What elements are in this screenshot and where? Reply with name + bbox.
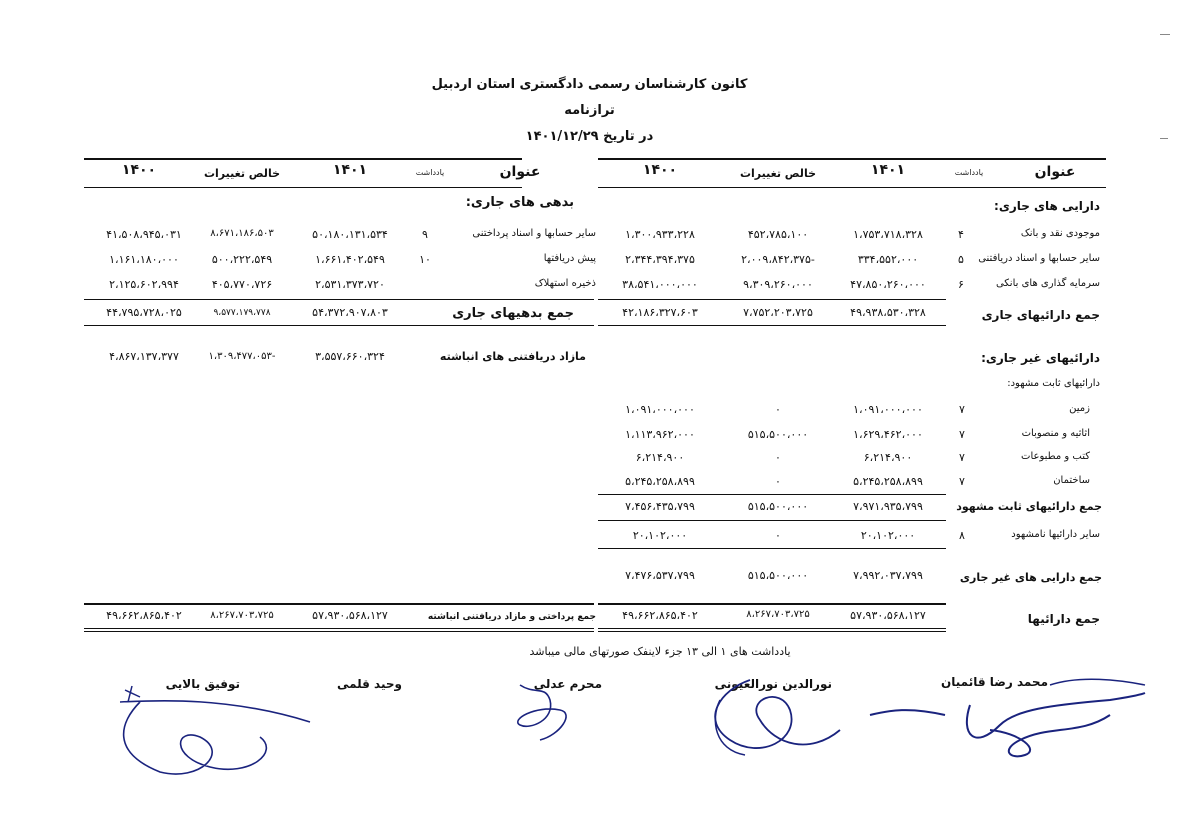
statement-date: در تاریخ ۱۴۰۱/۱۲/۲۹ [525,129,654,144]
scan-mark [1160,34,1170,35]
liab-grand-total-1400: ۴۹،۶۶۲،۸۶۵،۴۰۲ [106,609,182,622]
assets-grand-total-label: جمع دارائیها [1027,612,1100,626]
statement-title: ترازنامه [564,103,615,118]
assets-grand-total-top-rule [598,603,946,605]
assets-intangible-rule [598,548,946,549]
signature-adli [490,665,600,755]
assets-grand-total-rule-2 [598,631,946,632]
assets-fixed-total-label: جمع دارائیهای ثابت مشهود [956,500,1102,513]
assets-current-total-change: ۷،۷۵۲،۲۰۳،۷۲۵ [743,306,813,319]
assets-noncurrent-total-1401: ۷،۹۹۲،۰۳۷،۷۹۹ [853,569,923,582]
assets-grand-total-rule-1 [598,628,946,629]
liab-current-heading: بدهی های جاری: [465,195,574,210]
assets-fixed-total-1400: ۷،۴۵۶،۴۳۵،۷۹۹ [625,500,695,513]
signature-noorolouyouni [690,660,850,770]
assets-grand-total-change: ۸،۲۶۷،۷۰۳،۷۲۵ [746,609,810,620]
signer-name: وحید قلمی [336,677,402,691]
assets-noncurrent-total-label: جمع دارایی های غیر جاری [959,571,1102,584]
signer-name: نورالدین نورالعیونی [714,677,832,691]
footer-note: یادداشت های ۱ الی ۱۳ جزء لاینفک صورتهای مالی میباشد [529,645,791,658]
signature-ghaemian [850,655,1150,775]
org-title: کانون کارشناسان رسمی دادگستری استان اردبیل [431,77,748,92]
liab-header-rule [84,187,522,188]
liab-current-total-change: ۹،۵۷۷،۱۷۹،۷۷۸ [213,308,271,318]
liab-col-1401: ۱۴۰۱ [332,162,368,178]
assets-fixed-total-rule [598,520,946,521]
assets-current-heading: دارایی های جاری: [994,199,1100,213]
liab-grand-total-1401: ۵۷،۹۳۰،۵۶۸،۱۲۷ [312,609,388,622]
assets-fixed-total-1401: ۷،۹۷۱،۹۳۵،۷۹۹ [853,500,923,513]
signer-name: محرم عدلی [533,677,602,691]
assets-noncurrent-total-1400: ۷،۴۷۶،۵۳۷،۷۹۹ [625,569,695,582]
liab-grand-total-change: ۸،۲۶۷،۷۰۳،۷۲۵ [210,610,274,621]
assets-current-total-1401: ۴۹،۹۳۸،۵۳۰،۳۲۸ [850,306,926,319]
liab-grand-total-top-rule [84,603,594,605]
liab-col-note: یادداشت [415,168,445,177]
assets-current-total-rule [598,325,946,326]
assets-grand-total-1400: ۴۹،۶۶۲،۸۶۵،۴۰۲ [622,609,698,622]
assets-fixed-subheading: دارائیهای ثابت مشهود: [1007,378,1100,389]
liab-current-total-label: جمع بدهیهای جاری [452,306,574,321]
signer-name: محمد رضا قائمیان [941,675,1048,689]
assets-grand-total-1401: ۵۷،۹۳۰،۵۶۸،۱۲۷ [850,609,926,622]
assets-fixed-subtotal-rule [598,494,946,495]
liab-col-change: خالص تغییرات [203,167,280,180]
liab-grand-total-rule-2 [84,631,594,632]
liab-current-subtotal-rule [84,299,594,300]
assets-current-total-label: جمع دارائیهای جاری [981,308,1100,322]
liab-current-total-1400: ۴۴،۷۹۵،۷۲۸،۰۲۵ [106,306,182,319]
assets-col-change: خالص تغییرات [739,167,816,180]
assets-noncurrent-heading: دارائیهای غیر جاری: [981,351,1100,365]
assets-fixed-total-change: ۵۱۵،۵۰۰،۰۰۰ [747,500,809,513]
assets-current-subtotal-rule [598,299,946,300]
assets-current-total-1400: ۴۲،۱۸۶،۳۲۷،۶۰۳ [622,306,698,319]
right-top-border [598,158,1106,160]
liab-col-title: عنوان [499,164,541,180]
assets-col-note: یادداشت [954,168,984,177]
liab-col-1400: ۱۴۰۰ [121,162,157,178]
assets-col-title: عنوان [1034,164,1076,180]
scan-mark [1160,138,1168,139]
liab-current-total-rule [84,325,594,326]
liab-grand-total-label: جمع پرداختی و مازاد دریافتنی انباشته [427,612,596,622]
liab-grand-total-rule-1 [84,628,594,629]
signature-balaei [80,682,320,792]
assets-noncurrent-total-change: ۵۱۵،۵۰۰،۰۰۰ [747,569,809,582]
assets-col-1400: ۱۴۰۰ [642,162,678,178]
assets-col-1401: ۱۴۰۱ [870,162,906,178]
left-top-border [84,158,522,160]
liab-current-total-1401: ۵۴،۳۷۲،۹۰۷،۸۰۳ [312,306,388,319]
signer-name: توفیق بالایی [165,677,240,691]
assets-header-rule [598,187,1106,188]
